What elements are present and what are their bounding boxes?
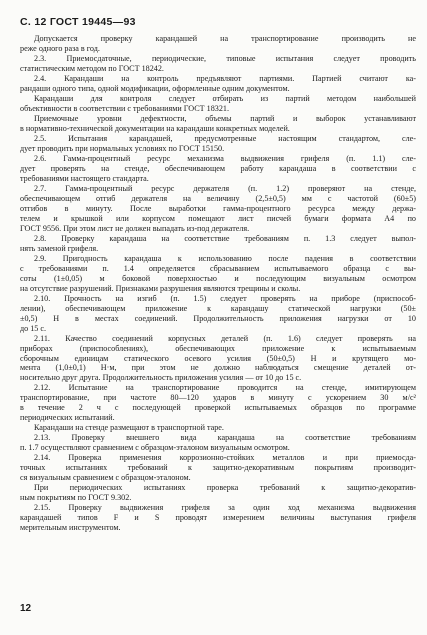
text-line: карандашей типов F и S проводят измерением величины выступания грифеля [20,513,416,523]
text-line: п. 1.7 осуществляют сравнением с образцом-эталоном визуальным осмотром. [20,443,290,453]
text-line: обеспечивающем отгиб держателя на величину (2,5±0,5) мм с частотой (60±5) [20,193,416,203]
text-line: 2.15. Проверку выдвижения грифеля за один ход механизма выдвижения [34,503,416,513]
paragraph [20,234,416,254]
text-line: соты (1±0,05) м боковой поверхностью и последующим визуальным осмотром [20,273,416,283]
text-line: мерительным инструментом. [20,523,121,533]
text-line: отгибов в минуту. После выработки гамма-процентного ресурса между держа- [20,203,416,213]
text-line: периодических испытаний. [20,413,115,423]
text-line: мента (1,0±0,1) Н·м, при этом не должно наблюдаться смещение деталей от- [20,363,416,373]
text-line: 2.3. Приемосдаточные, периодические, типовые испытания следует проводить [34,53,416,63]
page-header: С. 12 ГОСТ 19445—93 [20,16,136,28]
text-line: носительно друг друга. Продолжительность приложения усилия — от 10 до 15 с. [20,373,302,383]
text-line: 2.12. Испытание на транспортирование проводится на стенде, имитирующем [34,383,416,393]
paragraph [20,114,416,134]
paragraph [20,34,416,54]
text-line: требованиями настоящего стандарта. [20,173,149,183]
text-line: 2.5. Испытания карандашей, предусмотренные настоящим стандартом, сле- [34,133,416,143]
paragraph [20,294,416,334]
text-line: Карандаши на стенде размещают в транспортной таре. [34,423,224,433]
text-line: 2.9. Пригодность карандаша к использованию после падения в соответствии [34,253,416,263]
paragraph [20,94,416,114]
text-line: точных испытаниях требований к защитно-декоративным покрытиям производит- [20,463,416,473]
text-line: на отсутствие разрушений. Признаками разрушения являются трещины и сколы. [20,283,301,293]
text-line: ным покрытиям по ГОСТ 9.302. [20,493,132,503]
text-line: в течение 2 ч с последующей проверкой испытываемых образцов по программе [20,403,416,413]
page-number: 12 [20,603,32,614]
paragraph [20,54,416,74]
text-line: 2.6. Гамма-процентный ресурс механизма выдвижения грифеля (п. 1.1) сле- [34,153,416,163]
text-line: 2.13. Проверку внешнего вида карандаша на соответствие требованиям [34,433,416,443]
text-line: Приемочные уровни дефектности, объемы партий и выборок устанавливают [34,113,416,123]
paragraph [20,453,416,483]
paragraph [20,483,416,503]
text-line: дует проводить при нормальных условиях по ГОСТ 15150. [20,143,225,153]
text-line: телем и крышкой или корпусом помещают лист писчей бумаги формата А4 по [20,213,416,223]
paragraph [20,134,416,154]
text-line: 2.4. Карандаши на контроль предъявляют партиями. Партией считают ка- [34,73,416,83]
text-line: до 15 с. [20,323,47,333]
text-line: в нормативно-технической документации на карандаши конкретных моделей. [20,123,290,133]
text-line: дует проверять на стенде, обеспечивающем работу карандаша в соответствии с [20,163,416,173]
text-line: 2.7. Гамма-процентный ресурс держателя (п. 1.2) проверяют на стенде, [34,183,416,193]
text-line: 2.14. Проверка применения коррозионно-стойких металлов и при приемосда- [34,453,416,463]
text-line: Карандаши для контроля следует отбирать из партий методом наибольшей [34,93,416,103]
text-line: транспортирование, при частоте 80—120 ударов в минуту с ускорением 30 м/с² [20,393,416,403]
text-line: ся визуальным сравнением с образцом-эталоном. [20,473,191,483]
paragraph [20,423,416,433]
text-line: реже одного раза в год. [20,43,100,53]
text-line: сборочным единицам статического осевого усилия (50±0,5) Н и крутящего мо- [20,353,416,363]
paragraph [20,433,416,453]
text-line: ±0,5) Н в местах соединений. Продолжительность приложения нагрузки от 10 [20,313,416,323]
paragraph [20,334,416,384]
text-line: нять заменой грифеля. [20,243,99,253]
paragraph [20,254,416,294]
text-line: с требованиями п. 1.4 определяется сбрасыванием испытываемого образца с вы- [20,263,416,273]
text-line: При периодических испытаниях проверка требований к защитно-декоратив- [34,483,416,493]
text-line: приборах (приспособлениях), обеспечивающих приложение к испытываемым [20,343,416,353]
paragraph [20,154,416,184]
text-line: 2.11. Качество соединений корпусных деталей (п. 1.6) следует проверять на [34,333,416,343]
text-line: 2.10. Прочность на изгиб (п. 1.5) следует проверять на приборе (приспособ- [34,293,416,303]
text-line: 2.8. Проверку карандаша на соответствие требованиям п. 1.3 следует выпол- [34,233,416,243]
text-line: рандаши одного типа, одной модификации, оформленные одним документом. [20,83,290,93]
text-line: ГОСТ 9556. При этом лист не должен выпадать из-под держателя. [20,223,250,233]
text-line: статистическим методом по ГОСТ 18242. [20,63,164,73]
text-line: объективности в соответствии с требованиями ГОСТ 18321. [20,103,229,113]
paragraph [20,74,416,94]
text-line: лении), обеспечивающем приложение к карандашу статической нагрузки (50± [20,303,416,313]
paragraph [20,503,416,533]
paragraph [20,184,416,234]
document-body [20,34,416,533]
text-line: Допускается проверку карандашей на транспортирование производить не [34,34,416,43]
paragraph [20,383,416,423]
